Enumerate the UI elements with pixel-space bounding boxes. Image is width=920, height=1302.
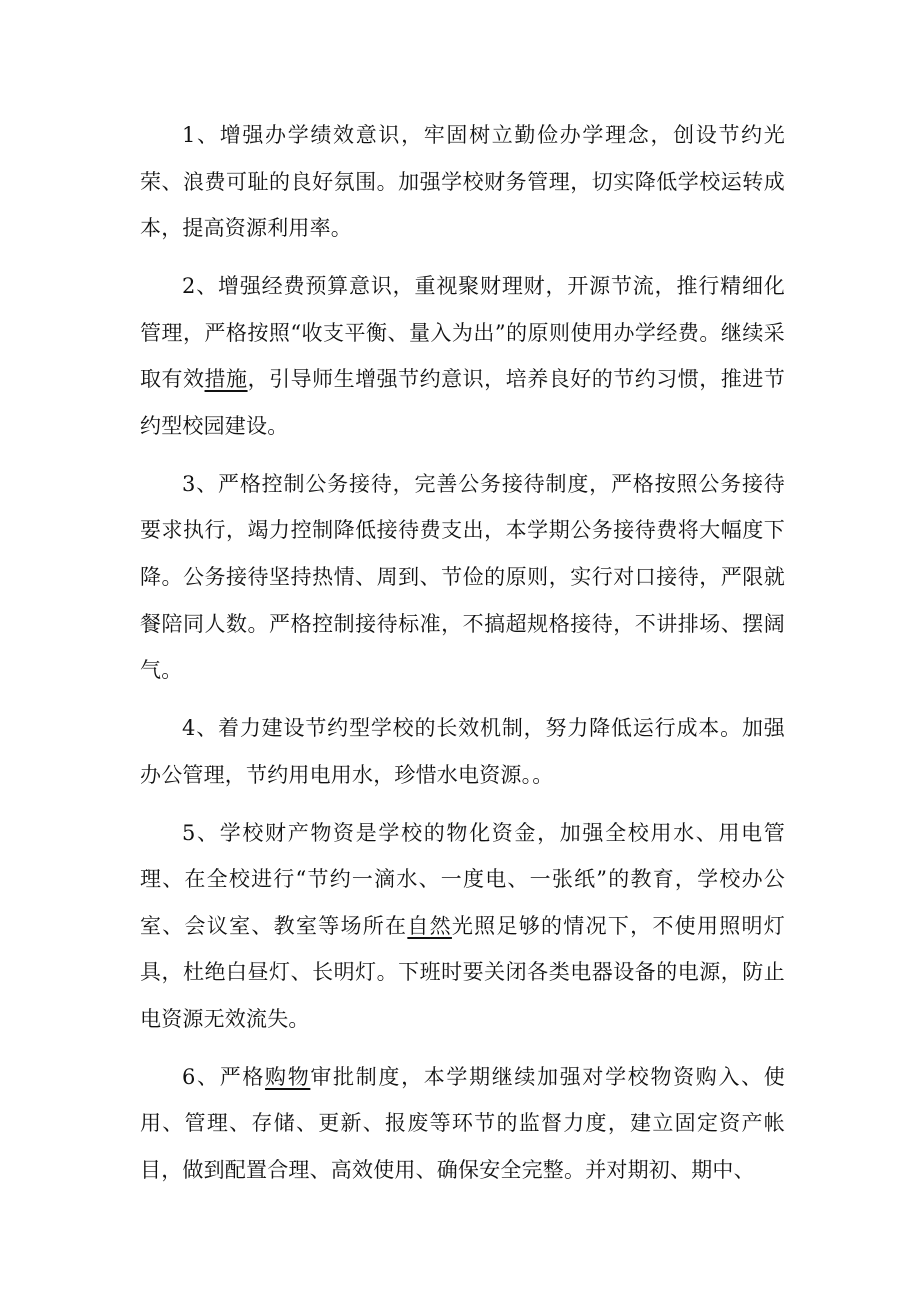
underlined-link-natural[interactable]: 自然 bbox=[407, 913, 452, 938]
document-body bbox=[140, 112, 785, 1205]
paragraph-6-text-a: 6、严格 bbox=[182, 1064, 266, 1089]
underlined-link-measures[interactable]: 措施 bbox=[204, 367, 248, 392]
paragraph-5-text-b: 光照足够的情况下，不使用照明灯具，杜绝白昼灯、长明灯。下班时要关闭各类电器设备的电源，防止电资源无效流失。 bbox=[140, 913, 785, 1031]
paragraph-3 bbox=[140, 461, 785, 694]
paragraph-1 bbox=[140, 112, 785, 252]
paragraph-2-text-a: 2、增强经费预算意识，重视聚财理财，开源节流，推行精细化管理，严格按照“收支平衡、量入为出”的原则使用办学经费。继续采取有效 bbox=[140, 274, 785, 392]
paragraph-6-text-b: 审批制度，本学期继续加强对学校物资购入、使用、管理、存储、更新、报废等环节的监督力度，建立固定资产帐目，做到配置合理、高效使用、确保安全完整。并对期初、期中、 bbox=[140, 1064, 785, 1182]
paragraph-6 bbox=[140, 1054, 785, 1194]
paragraph-5-text-a: 5、学校财产物资是学校的物化资金，加强全校用水、用电管理、在全校进行“节约一滴水、一度电、一张纸”的教育，学校办公室、会议室、教室等场所在 bbox=[140, 820, 785, 938]
paragraph-4 bbox=[140, 705, 785, 798]
paragraph-5 bbox=[140, 810, 785, 1043]
paragraph-2 bbox=[140, 263, 785, 449]
paragraph-4-text: 4、着力建设节约型学校的长效机制，努力降低运行成本。加强办公管理，节约用电用水，珍惜水电资源。。 bbox=[140, 716, 785, 787]
underlined-link-purchasing[interactable]: 购物 bbox=[265, 1064, 311, 1089]
paragraph-2-text-b: ，引导师生增强节约意识，培养良好的节约习惯，推进节约型校园建设。 bbox=[140, 367, 785, 438]
paragraph-1-text: 1、增强办学绩效意识，牢固树立勤俭办学理念，创设节约光荣、浪费可耻的良好氛围。加强学校财务管理，切实降低学校运转成本，提高资源利用率。 bbox=[140, 123, 785, 241]
paragraph-3-text: 3、严格控制公务接待，完善公务接待制度，严格按照公务接待要求执行，竭力控制降低接待费支出，本学期公务接待费将大幅度下降。公务接待坚持热情、周到、节俭的原则，实行对口接待，严限就餐陪同人数。严格控制接待标准，不搞超规格接待，不讲排场、摆阔气。 bbox=[140, 471, 785, 683]
